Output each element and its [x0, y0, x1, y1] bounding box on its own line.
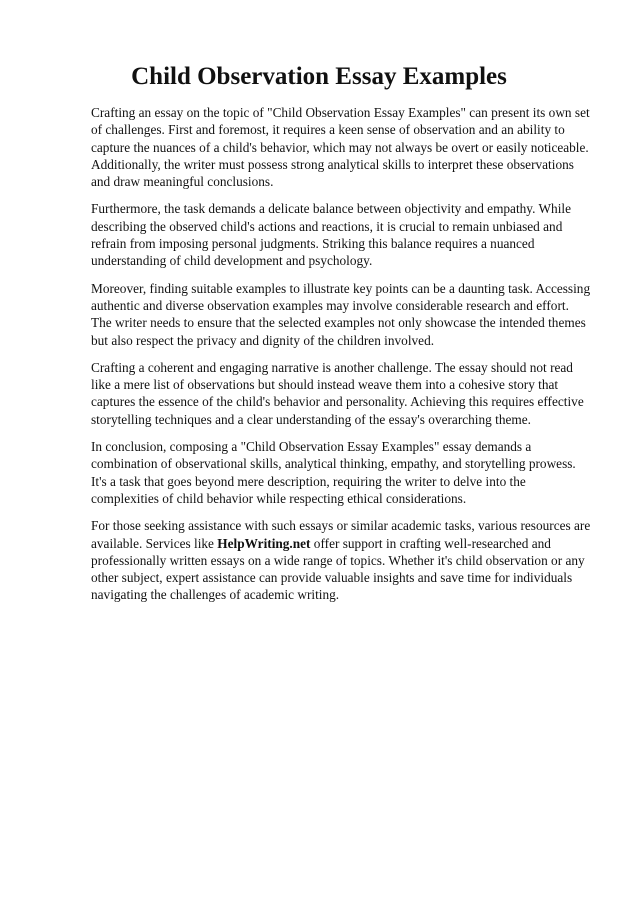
brand-link[interactable]: HelpWriting.net [217, 535, 311, 551]
paragraph-conclusion: In conclusion, composing a "Child Observation Essay Examples" essay demands a combination of observational skills, analytical thinking, empathy, and storytelling prowess. It's a task that goes beyond mere description, requiring the writer to delve into the complexities of child behavior while respecting ethical considerations. [91, 439, 576, 506]
paragraph-narrative: Crafting a coherent and engaging narrative is another challenge. The essay should not read like a mere list of observations but should instead weave them into a cohesive story that captures the essence of the child's behavior and personality. Achieving this requires effective storytelling techniques and a clear understanding of the essay's overarching theme. [91, 359, 584, 427]
assistance-text-after: offer support in crafting well-researched and professionally written essays on a wide range of topics. Whether it's child observation or any other subject, expert assistance can provide valuable insights and save time for individuals navigating the challenges of academic writing. [91, 535, 585, 603]
assistance-text-before: For those seeking assistance with such essays or similar academic tasks, various resources are available. Services like [91, 518, 591, 551]
paragraph-intro: Crafting an essay on the topic of "Child Observation Essay Examples" can present its own set of challenges. First and foremost, it requires a keen sense of observation and an ability to capture the nuances of a child's behavior, which may not always be overt or easily noticeable. Additionally, the writer must possess strong analytical skills to interpret these observations and draw meaningful conclusions. [91, 105, 590, 190]
paragraph-assistance [91, 517, 592, 603]
paragraph-examples: Moreover, finding suitable examples to illustrate key points can be a daunting task. Accessing authentic and diverse observation examples may involve considerable research and effort. The writer needs to ensure that the selected examples not only showcase the intended themes but also respect the privacy and dignity of the children involved. [91, 280, 591, 348]
page-title: Child Observation Essay Examples [131, 63, 507, 90]
paragraph-objectivity: Furthermore, the task demands a delicate balance between objectivity and empathy. While describing the observed child's actions and reactions, it is crucial to remain unbiased and refrain from imposing personal judgments. Striking this balance requires a nuanced understanding of child development and psychology. [91, 201, 571, 269]
